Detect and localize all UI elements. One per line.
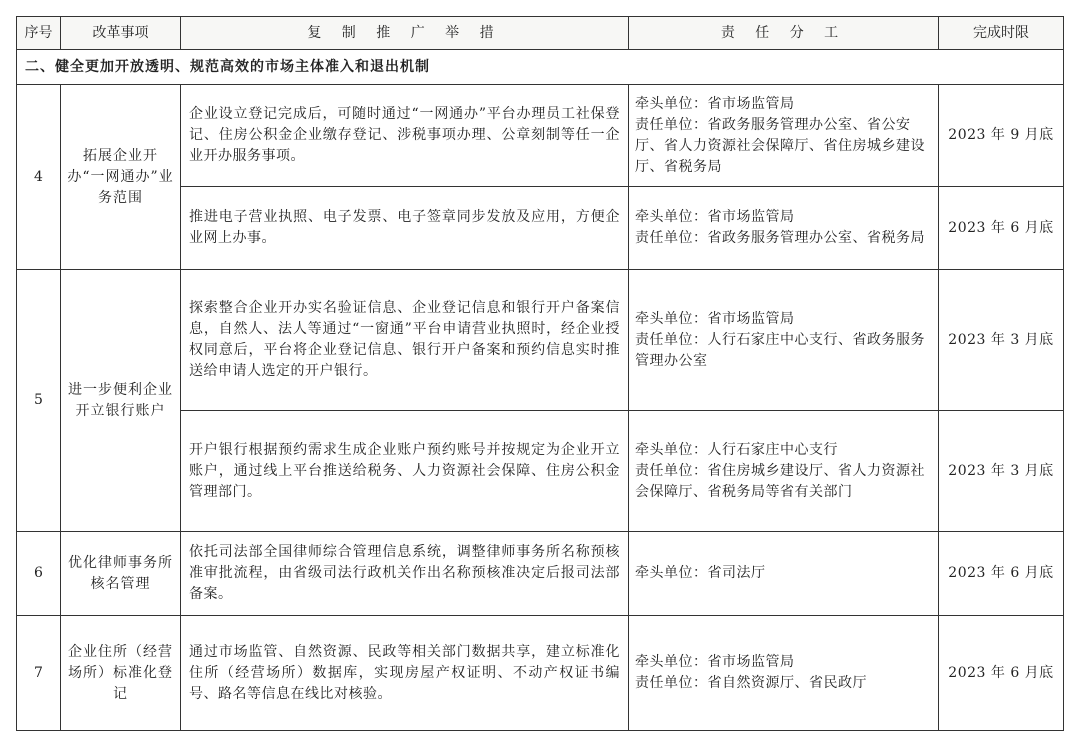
table-row	[17, 616, 1064, 731]
table-row	[17, 532, 1064, 616]
row-number: 7	[17, 616, 61, 731]
lead-unit: 牵头单位：人行石家庄中心支行	[635, 441, 838, 458]
deadline: 2023 年 6 月底	[939, 532, 1064, 616]
reform-measures-table	[16, 16, 1064, 731]
deadline: 2023 年 6 月底	[939, 616, 1064, 731]
responsible-units: 责任单位：省政务服务管理办公室、省公安厅、省人力资源社会保障厅、省住房城乡建设厅、省税务局	[635, 116, 925, 175]
row-number: 5	[17, 270, 61, 532]
measure-text: 探索整合企业开办实名验证信息、企业登记信息和银行开户备案信息，自然人、法人等通过“一窗通”平台申请营业执照时，经企业授权同意后，平台将企业登记信息、银行开户备案和预约信息实时推送给申请人选定的开户银行。	[181, 270, 629, 411]
duty-cell	[629, 411, 939, 532]
header-deadline: 完成时限	[939, 17, 1064, 50]
header-no: 序号	[17, 17, 61, 50]
measure-text: 推进电子营业执照、电子发票、电子签章同步发放及应用，方便企业网上办事。	[181, 187, 629, 270]
header-duties: 责 任 分 工	[629, 17, 939, 50]
row-number: 4	[17, 85, 61, 270]
header-item: 改革事项	[61, 17, 181, 50]
duty-cell	[629, 616, 939, 731]
measure-text: 企业设立登记完成后，可随时通过“一网通办”平台办理员工社保登记、住房公积金企业缴存登记、涉税事项办理、公章刻制等任一企业开办服务事项。	[181, 85, 629, 187]
reform-item: 优化律师事务所核名管理	[61, 532, 181, 616]
duty-cell	[629, 270, 939, 411]
duty-cell	[629, 85, 939, 187]
table-row	[17, 85, 1064, 187]
deadline: 2023 年 6 月底	[939, 187, 1064, 270]
responsible-units: 责任单位：人行石家庄中心支行、省政务服务管理办公室	[635, 331, 925, 369]
measure-text: 开户银行根据预约需求生成企业账户预约账号并按规定为企业开立账户，通过线上平台推送给税务、人力资源社会保障、住房公积金管理部门。	[181, 411, 629, 532]
deadline: 2023 年 3 月底	[939, 270, 1064, 411]
lead-unit: 牵头单位：省司法厅	[635, 565, 766, 581]
deadline: 2023 年 9 月底	[939, 85, 1064, 187]
reform-item: 进一步便利企业开立银行账户	[61, 270, 181, 532]
measure-text: 依托司法部全国律师综合管理信息系统，调整律师事务所名称预核准审批流程，由省级司法行政机关作出名称预核准决定后报司法部备案。	[181, 532, 629, 616]
responsible-units: 责任单位：省政务服务管理办公室、省税务局	[635, 230, 925, 246]
header-row	[17, 17, 1064, 50]
header-measures: 复 制 推 广 举 措	[181, 17, 629, 50]
table-row	[17, 270, 1064, 411]
responsible-units: 责任单位：省住房城乡建设厅、省人力资源社会保障厅、省税务局等省有关部门	[635, 462, 925, 500]
duty-cell	[629, 187, 939, 270]
measure-text: 通过市场监管、自然资源、民政等相关部门数据共享，建立标准化住所（经营场所）数据库，实现房屋产权证明、不动产权证书编号、路名等信息在线比对核验。	[181, 616, 629, 731]
lead-unit: 牵头单位：省市场监管局	[635, 209, 795, 225]
reform-item: 企业住所（经营场所）标准化登记	[61, 616, 181, 731]
section-row	[17, 50, 1064, 85]
deadline: 2023 年 3 月底	[939, 411, 1064, 532]
reform-item: 拓展企业开办“一网通办”业务范围	[61, 85, 181, 270]
lead-unit: 牵头单位：省市场监管局	[635, 654, 795, 670]
row-number: 6	[17, 532, 61, 616]
lead-unit: 牵头单位：省市场监管局	[635, 95, 795, 112]
duty-cell	[629, 532, 939, 616]
section-title: 二、健全更加开放透明、规范高效的市场主体准入和退出机制	[17, 50, 1064, 85]
responsible-units: 责任单位：省自然资源厅、省民政厅	[635, 675, 867, 691]
lead-unit: 牵头单位：省市场监管局	[635, 310, 795, 327]
